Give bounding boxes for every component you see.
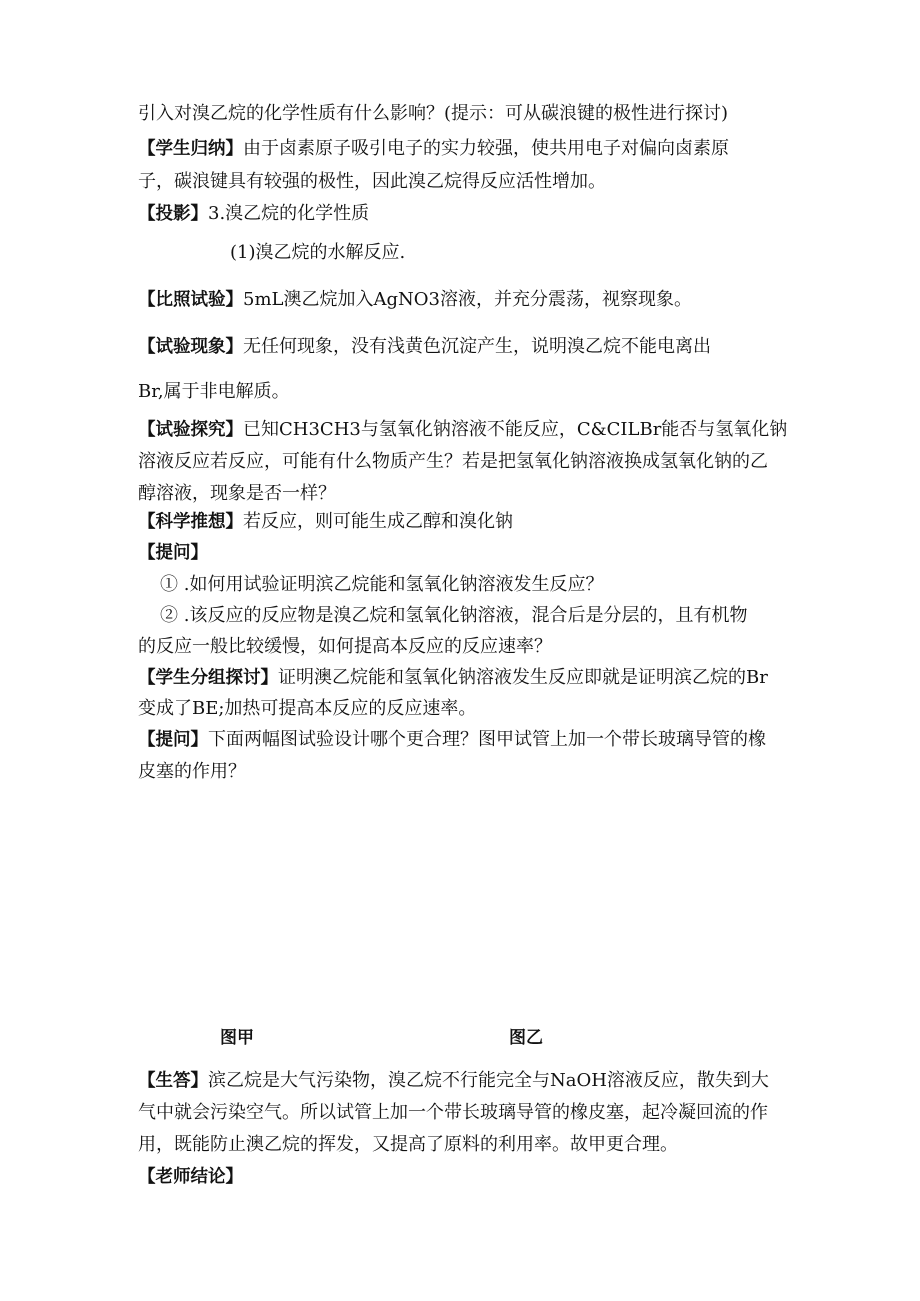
line-text: 子，碳浪键具有较强的极性，因此溴乙烷得反应活性增加。 <box>138 171 606 192</box>
figure-caption-left: 图甲 <box>220 1028 254 1048</box>
paragraph-line-23 <box>138 1133 678 1157</box>
line-text: 用，既能防止澳乙烷的挥发，又提高了原料的利用率。故甲更合理。 <box>138 1134 678 1155</box>
section-label: 【投影】 <box>138 204 208 224</box>
paragraph-line-8 <box>138 380 290 404</box>
paragraph-line-19 <box>138 728 766 752</box>
section-label: 【提问】 <box>138 543 208 563</box>
paragraph-line-3 <box>138 170 606 194</box>
section-label: 【提问】 <box>138 730 208 750</box>
paragraph-line-22 <box>138 1101 768 1125</box>
line-text: ② .该反应的反应物是溴乙烷和氢氧化钠溶液，混合后是分层的，且有机物 <box>160 605 748 626</box>
line-text: 皮塞的作用？ <box>138 761 246 782</box>
paragraph-line-13 <box>138 541 208 565</box>
figure-caption-right: 图乙 <box>509 1028 543 1048</box>
section-label: 【比照试验】 <box>138 290 243 310</box>
paragraph-line-6 <box>138 288 692 312</box>
line-text: 已知CH3CH3与氢氧化钠溶液不能反应，C&CILBr能否与氢氧化钠 <box>243 419 788 440</box>
paragraph-line-5 <box>230 241 405 265</box>
paragraph-line-21 <box>138 1069 769 1093</box>
paragraph-line-4 <box>138 202 369 226</box>
paragraph-line-11 <box>138 482 336 506</box>
line-text: 醇溶液，现象是否一样？ <box>138 483 336 504</box>
line-text: 的反应一般比较缓慢，如何提高本反应的反应速率？ <box>138 636 552 657</box>
paragraph-line-14 <box>160 573 603 597</box>
line-text: 由于卤素原子吸引电子的实力较强，使共用电子对偏向卤素原 <box>243 138 729 159</box>
line-text: 气中就会污染空气。所以试管上加一个带长玻璃导管的橡皮塞，起冷凝回流的作 <box>138 1102 768 1123</box>
section-label: 【试验探究】 <box>138 420 243 440</box>
line-text: 下面两幅图试验设计哪个更合理？图甲试管上加一个带长玻璃导管的橡 <box>208 729 766 750</box>
line-text: 3.溴乙烷的化学性质 <box>208 203 370 224</box>
line-text: (1)溴乙烷的水解反应. <box>230 242 406 263</box>
line-text: 若反应，则可能生成乙醇和溴化钠 <box>243 511 513 532</box>
line-text: 引入对溴乙烷的化学性质有什么影响？(提示：可从碳浪键的极性进行探讨) <box>138 103 729 124</box>
line-text: ① .如何用试验证明滨乙烷能和氢氧化钠溶液发生反应？ <box>160 574 604 595</box>
paragraph-line-12 <box>138 510 513 534</box>
paragraph-line-1 <box>138 102 728 126</box>
section-label: 【学生分组探讨】 <box>138 668 278 688</box>
paragraph-line-9 <box>138 418 787 442</box>
section-label: 【学生归纳】 <box>138 139 243 159</box>
line-text: 5mL澳乙烷加入AgNO3溶液，并充分震荡，视察现象。 <box>243 289 692 310</box>
paragraph-line-7 <box>138 335 711 359</box>
paragraph-line-18 <box>138 697 476 721</box>
line-text: 滨乙烷是大气污染物，溴乙烷不行能完全与NaOH溶液反应，散失到大 <box>208 1070 769 1091</box>
section-label: 【老师结论】 <box>138 1167 243 1187</box>
section-label: 【生答】 <box>138 1071 208 1091</box>
line-text: 溶液反应若反应，可能有什么物质产生？若是把氢氧化钠溶液换成氢氧化钠的乙 <box>138 451 768 472</box>
paragraph-line-16 <box>138 635 552 659</box>
line-text: 证明澳乙烷能和氢氧化钠溶液发生反应即就是证明滨乙烷的Br <box>278 667 768 688</box>
paragraph-line-24 <box>138 1165 243 1189</box>
paragraph-line-10 <box>138 450 768 474</box>
paragraph-line-2 <box>138 137 729 161</box>
section-label: 【科学推想】 <box>138 512 243 532</box>
paragraph-line-15 <box>160 604 747 628</box>
paragraph-line-20 <box>138 760 246 784</box>
paragraph-line-17 <box>138 666 768 690</box>
line-text: 无任何现象，没有浅黄色沉淀产生，说明溴乙烷不能电离出 <box>243 336 711 357</box>
line-text: 变成了BE;加热可提高本反应的反应速率。 <box>138 698 477 719</box>
section-label: 【试验现象】 <box>138 337 243 357</box>
line-text: Br,属于非电解质。 <box>138 381 290 402</box>
